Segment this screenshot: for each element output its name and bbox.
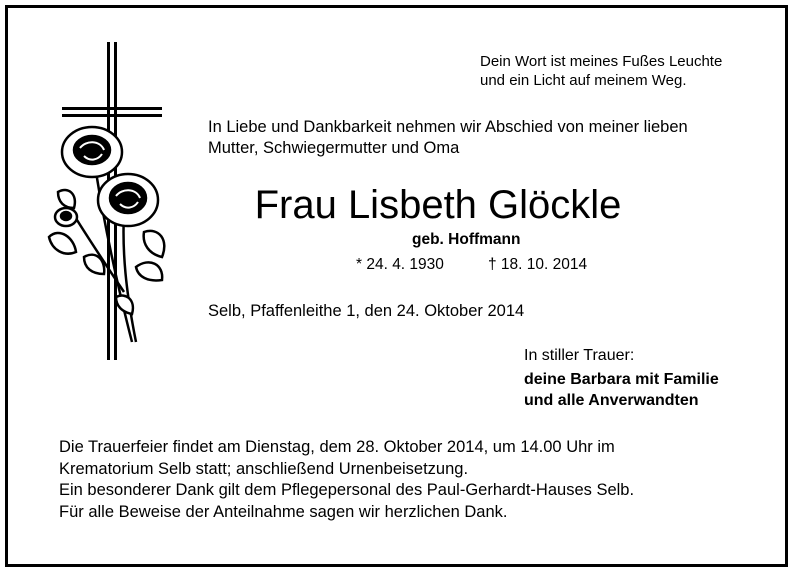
farewell-intro [208,117,688,159]
mourners-label: In stiller Trauer: [524,347,635,364]
bible-verse [480,52,780,90]
mourners-names [524,369,719,411]
deceased-name: Frau Lisbeth Glöckle [254,183,622,227]
place-and-date: Selb, Pfaffenleithe 1, den 24. Oktober 2014 [208,302,525,320]
rose-upper [62,127,122,177]
bible-verse-line-1: Dein Wort ist meines Fußes Leuchte [480,53,723,70]
mourners-line-2: und alle Anverwandten [524,392,699,409]
maiden-name: geb. Hoffmann [412,231,521,248]
farewell-intro-line-2: Mutter, Schwiegermutter und Oma [208,139,460,157]
death-date: † 18. 10. 2014 [488,256,588,273]
funeral-notes-line-3: Ein besonderer Dank gilt dem Pflegepersonal des Paul-Gerhardt-Hauses Selb. [59,481,635,499]
funeral-notes-line-2: Krematorium Selb statt; anschließend Urnenbeisetzung. [59,459,469,478]
funeral-notes-line-1: Die Trauerfeier findet am Dienstag, dem 28. Oktober 2014, um 14.00 Uhr im [59,438,615,456]
bible-verse-line-2: und ein Licht auf meinem Weg. [480,72,687,89]
funeral-notes-line-4: Für alle Beweise der Anteilnahme sagen wir herzlichen Dank. [59,502,508,521]
mourners-line-1: deine Barbara mit Familie [524,371,719,388]
birth-date: * 24. 4. 1930 [356,256,444,273]
funeral-notes [59,437,634,523]
farewell-intro-line-1: In Liebe und Dankbarkeit nehmen wir Abschied von meiner lieben [208,118,688,136]
